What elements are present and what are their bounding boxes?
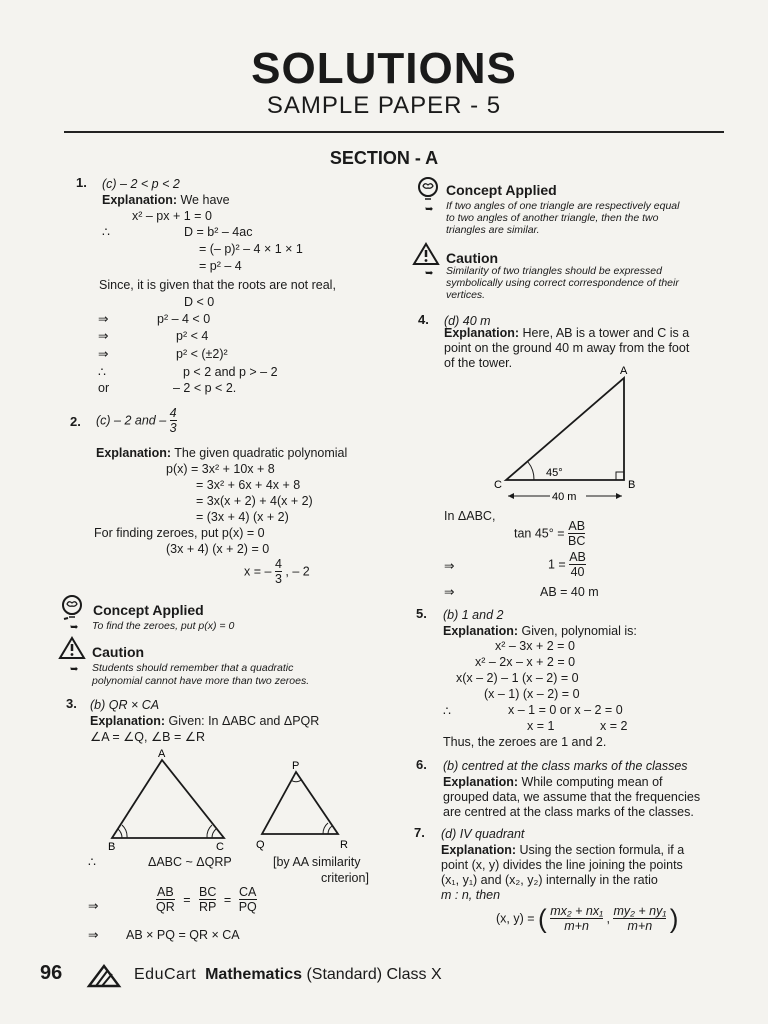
explanation [90, 713, 319, 729]
text-line: are centred at the class marks of the classes. [443, 805, 694, 819]
fraction-denominator: 3 [274, 572, 282, 586]
fraction-denominator: RP [199, 900, 217, 914]
caution-heading: Caution [446, 250, 499, 266]
fraction-numerator: 4 [274, 557, 282, 571]
math-line: – 2 < p < 2. [173, 381, 237, 395]
fraction [275, 557, 282, 586]
concept-heading: Concept Applied [93, 602, 204, 618]
answer [96, 406, 177, 435]
text-line: m : n, then [441, 888, 501, 902]
vertex-label: Q [256, 839, 265, 851]
math-symbol: ⇒ [98, 347, 109, 361]
paren-open: ( [538, 903, 547, 934]
warning-icon [412, 242, 440, 266]
bullet-arrow-icon: ➥ [425, 268, 434, 279]
question-number: 6. [416, 757, 427, 772]
fraction [613, 904, 666, 933]
caution-text: polynomial cannot have more than two zeroes. [92, 675, 310, 687]
vertex-label: A [158, 748, 166, 760]
explanation-label: Explanation: [102, 193, 178, 207]
concept-text: triangles are similar. [446, 224, 540, 236]
caution-text: vertices. [446, 289, 486, 301]
math-line: = 3x(x + 2) + 4(x + 2) [196, 494, 313, 508]
explanation-text: While computing mean of [518, 775, 663, 789]
math-symbol: ⇒ [88, 899, 99, 913]
explanation [96, 445, 347, 461]
bullet-arrow-icon: ➥ [425, 204, 434, 215]
vertex-label: R [340, 839, 348, 851]
math-symbol: ⇒ [444, 585, 455, 599]
fraction-numerator: AB [569, 550, 586, 564]
math-line: (3x + 4) (x + 2) = 0 [166, 542, 270, 556]
explanation-label: Explanation: [443, 775, 519, 789]
fraction [550, 904, 603, 933]
math-line: x = 2 [600, 719, 628, 733]
math-line: = (– p)² – 4 × 1 × 1 [199, 242, 303, 256]
math-line: x – 1 = 0 or x – 2 = 0 [508, 703, 623, 717]
answer: (b) 1 and 2 [443, 608, 504, 622]
math-line: (x – 1) (x – 2) = 0 [484, 687, 580, 701]
text-line: grouped data, we assume that the frequencies [443, 790, 701, 804]
question-number: 5. [416, 606, 427, 621]
math-text: (x, y) = [496, 911, 535, 926]
math-line: p² < (±2)² [176, 347, 228, 361]
section-heading: SECTION - A [329, 148, 439, 168]
explanation [102, 192, 230, 208]
answer: (d) IV quadrant [441, 827, 525, 841]
equals-sign: = [223, 892, 232, 907]
brand-name: EduCart [134, 966, 197, 983]
explanation [441, 842, 684, 858]
title-divider [64, 131, 724, 133]
math-symbol: ⇒ [98, 312, 109, 326]
educart-logo-icon [86, 960, 122, 990]
fraction-denominator: 3 [169, 421, 177, 435]
math-symbol: ∴ [102, 225, 110, 239]
caution-text: Similarity of two triangles should be expressed [446, 265, 662, 277]
vertex-label: A [620, 365, 628, 377]
page-subtitle: SAMPLE PAPER - 5 [266, 92, 502, 119]
concept-text: to two angles of another triangle, then the two [446, 212, 659, 224]
vertex-label: P [292, 760, 300, 772]
math-line: p² – 4 < 0 [157, 312, 211, 326]
math-symbol: ⇒ [88, 928, 99, 942]
fraction-denominator: m+n [564, 919, 589, 933]
question-number: 4. [418, 312, 429, 327]
caution-heading: Caution [92, 644, 145, 660]
math-line: = (3x + 4) (x + 2) [196, 510, 289, 524]
answer: (d) 40 m [444, 314, 491, 328]
vertex-label: C [216, 841, 224, 853]
caution-text: Students should remember that a quadratic [92, 662, 294, 674]
question-number: 1. [76, 175, 87, 190]
math-symbol: or [98, 381, 110, 395]
reason-text: [by AA similarity [273, 855, 361, 869]
similar-triangles-diagram [100, 742, 370, 854]
explanation-label: Explanation: [443, 624, 519, 638]
fraction-numerator: AB [568, 519, 586, 533]
lightbulb-brain-icon [416, 176, 442, 204]
fraction [199, 885, 216, 914]
warning-icon [58, 636, 86, 660]
math-line: x(x – 2) – 1 (x – 2) = 0 [456, 671, 579, 685]
answer: (b) centred at the class marks of the classes [443, 759, 688, 773]
explanation-label: Explanation: [90, 714, 166, 728]
fraction-numerator: 4 [169, 406, 177, 420]
math-line: = 3x² + 6x + 4x + 8 [196, 478, 301, 492]
concept-text: If two angles of one triangle are respectively equal [446, 200, 680, 212]
explanation-text: Given: In ΔABC and ΔPQR [165, 714, 320, 728]
fraction [170, 406, 177, 435]
reason-text: criterion] [321, 871, 369, 885]
math-symbol: ∴ [443, 704, 451, 718]
book-subject: Mathematics [205, 966, 303, 983]
math-line: ΔABC ~ ΔQRP [148, 855, 232, 869]
fraction-denominator: m+n [627, 919, 653, 933]
vertex-label: C [494, 479, 502, 491]
explanation-label: Explanation: [444, 326, 520, 340]
math-line [514, 519, 585, 548]
fraction-denominator: QR [156, 900, 175, 914]
math-text: tan 45° = [514, 526, 565, 541]
math-line: x² – 2x – x + 2 = 0 [475, 655, 576, 669]
fraction [239, 885, 257, 914]
math-line: x² – 3x + 2 = 0 [495, 639, 575, 653]
fraction-denominator: BC [568, 534, 586, 548]
math-symbol: ⇒ [444, 559, 455, 573]
explanation-text: Given, polynomial is: [518, 624, 637, 638]
math-line: = p² – 4 [199, 259, 242, 273]
math-line: x = 1 [527, 719, 555, 733]
fraction [568, 519, 585, 548]
answer: (b) QR × CA [90, 698, 160, 712]
text-line: (x₁, y₁) and (x₂, y₂) internally in the ratio [441, 873, 658, 887]
bullet-arrow-icon: ➥ [70, 664, 79, 675]
equals-sign: = [183, 892, 191, 907]
question-number: 2. [70, 414, 81, 429]
angle-label: 45° [546, 467, 563, 479]
math-text: 1 = [548, 557, 566, 572]
math-symbol: ∴ [88, 855, 96, 869]
math-line: D = b² – 4ac [184, 225, 253, 239]
text-line: point (x, y) divides the line joining the points [441, 858, 683, 872]
math-line: D < 0 [184, 295, 215, 309]
answer: (c) – 2 < p < 2 [102, 177, 180, 191]
page-number: 96 [40, 962, 63, 984]
question-number: 7. [414, 825, 425, 840]
bullet-arrow-icon: ➥ [70, 622, 79, 633]
math-text: x = – [244, 564, 272, 579]
math-line: p² < 4 [176, 329, 209, 343]
fraction-numerator: CA [239, 885, 257, 899]
paren-close: ) [669, 903, 679, 934]
math-line [548, 550, 586, 579]
fraction-numerator: AB [157, 885, 174, 899]
lightbulb-brain-icon [60, 594, 86, 622]
explanation-label: Explanation: [96, 446, 172, 460]
fraction-numerator: mx₂ + nx₁ [550, 904, 604, 918]
fraction-numerator: BC [199, 885, 217, 899]
answer-text: (c) – 2 and – [96, 413, 167, 428]
math-line: ∠A = ∠Q, ∠B = ∠R [90, 730, 205, 744]
explanation [443, 623, 637, 639]
concept-heading: Concept Applied [446, 182, 557, 198]
math-text: , – 2 [285, 564, 310, 579]
text-line: Thus, the zeroes are 1 and 2. [443, 735, 607, 749]
explanation-text: Here, AB is a tower and C is a [519, 326, 690, 340]
math-line: AB × PQ = QR × CA [126, 928, 240, 942]
math-line: AB = 40 m [540, 585, 599, 599]
fraction-denominator: PQ [238, 900, 257, 914]
fraction [156, 885, 175, 914]
book-edition: (Standard) Class X [302, 966, 442, 983]
caution-text: symbolically using correct correspondence of their [446, 277, 679, 289]
text-line: of the tower. [444, 356, 513, 370]
tower-triangle-diagram [490, 362, 650, 508]
section-formula: (x, y) = ( $\frac{\text{mx₂ + nx₁}}{m+n}$ , $\frac{\text{my₂ + ny₁}}{m+n}$ ) [496, 903, 679, 934]
math-line: In ΔABC, [444, 509, 496, 523]
page-title: SOLUTIONS [251, 44, 517, 93]
math-symbol: ⇒ [98, 329, 109, 343]
math-line: p(x) = 3x² + 10x + 8 [166, 462, 275, 476]
vertex-label: B [108, 841, 116, 853]
explanation-text: The given quadratic polynomial [171, 446, 348, 460]
vertex-label: B [628, 479, 636, 491]
text-line: point on the ground 40 m away from the foot [444, 341, 690, 355]
math-line: x² – px + 1 = 0 [132, 209, 212, 223]
explanation [444, 325, 689, 341]
explanation [443, 774, 663, 790]
explanation-text: Using the section formula, if a [516, 843, 685, 857]
fraction-numerator: my₂ + ny₁ [613, 904, 667, 918]
explanation-label: Explanation: [441, 843, 517, 857]
math-line [244, 557, 310, 586]
math-line: p < 2 and p > – 2 [183, 365, 278, 379]
text-line: Since, it is given that the roots are not real, [99, 278, 336, 292]
concept-text: To find the zeroes, put p(x) = 0 [92, 620, 235, 632]
fraction-denominator: 40 [570, 565, 585, 579]
footer-book-title [134, 966, 442, 984]
length-label: 40 m [552, 491, 577, 503]
fraction [569, 550, 586, 579]
question-number: 3. [66, 696, 77, 711]
text-line: For finding zeroes, put p(x) = 0 [94, 526, 265, 540]
math-symbol: ∴ [98, 365, 106, 379]
explanation-text: We have [177, 193, 230, 207]
fraction-equation [156, 885, 257, 914]
